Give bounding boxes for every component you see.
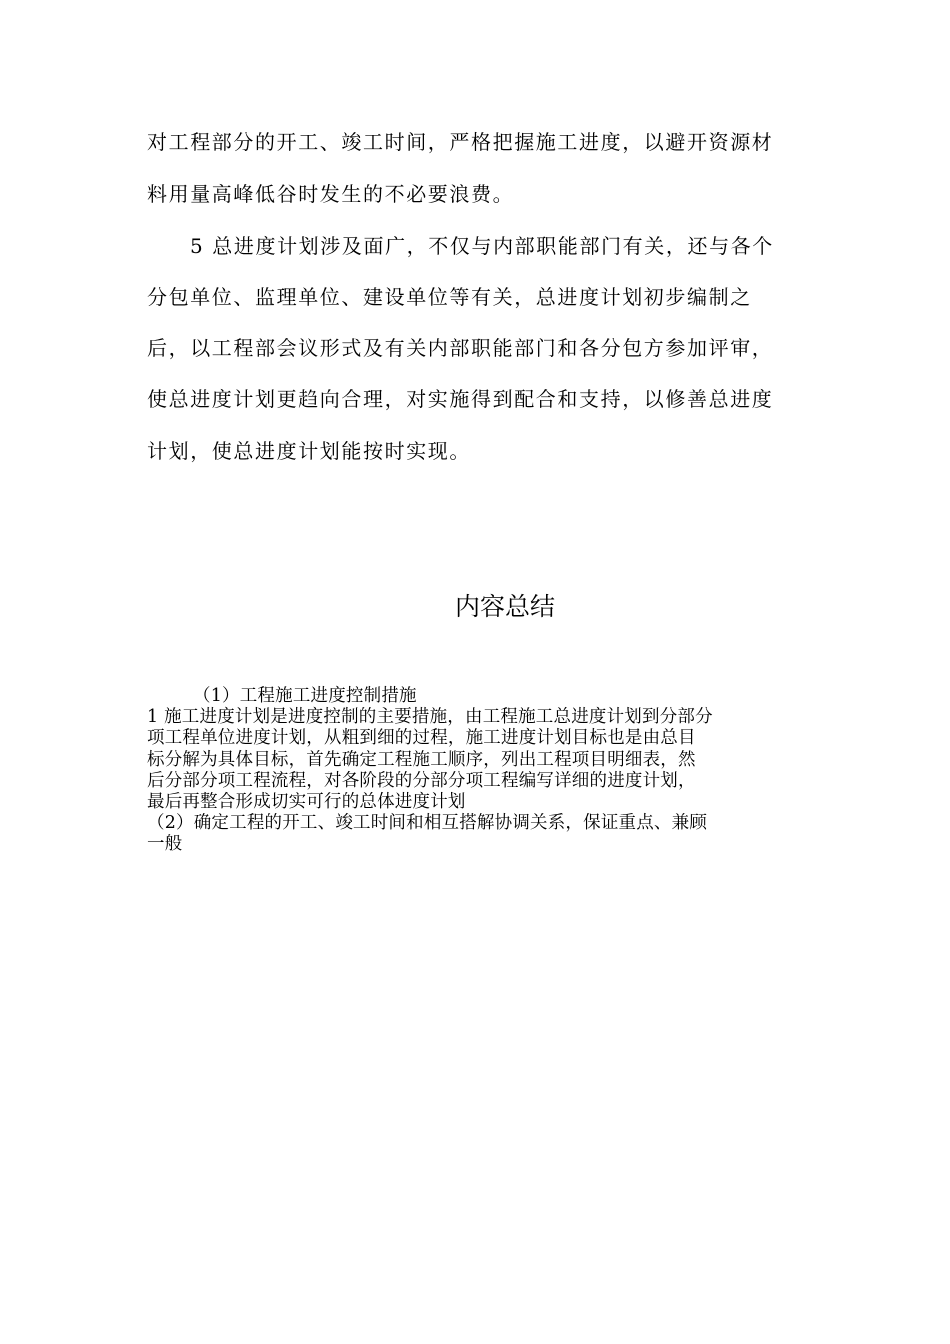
summary-line: 后分部分项工程流程，对各阶段的分部分项工程编写详细的进度计划，: [147, 770, 696, 791]
summary-line: 1 施工进度计划是进度控制的主要措施，由工程施工总进度计划到分部分: [147, 707, 713, 728]
summary-line: 最后再整合形成切实可行的总体进度计划: [147, 792, 466, 813]
body-line-4: 分包单位、监理单位、建设单位等有关，总进度计划初步编制之: [147, 285, 752, 309]
body-line-3: 5 总进度计划涉及面广，不仅与内部职能部门有关，还与各个: [190, 234, 774, 258]
body-line-7: 计划，使总进度计划能按时实现。: [147, 439, 471, 463]
body-line-1: 对工程部分的开工、竣工时间，严格把握施工进度，以避开资源材: [147, 130, 774, 154]
body-line-6: 使总进度计划更趋向合理，对实施得到配合和支持，以修善总进度: [147, 387, 774, 411]
body-line-2: 料用量高峰低谷时发生的不必要浪费。: [147, 182, 515, 206]
summary-line: 一般: [147, 834, 183, 855]
body-line-5: 后，以工程部会议形式及有关内部职能部门和各分包方参加评审，: [147, 336, 774, 360]
summary-line: （1）工程施工进度控制措施: [193, 686, 417, 706]
summary-line: 标分解为具体目标，首先确定工程施工顺序，列出工程项目明细表，然: [147, 749, 696, 770]
summary-line: 项工程单位进度计划，从粗到细的过程，施工进度计划目标也是由总目: [147, 728, 696, 749]
summary-title: 内容总结: [454, 592, 555, 621]
summary-section: [147, 686, 817, 856]
summary-line: （2）确定工程的开工、竣工时间和相互搭解协调关系，保证重点、兼顾: [147, 813, 708, 834]
